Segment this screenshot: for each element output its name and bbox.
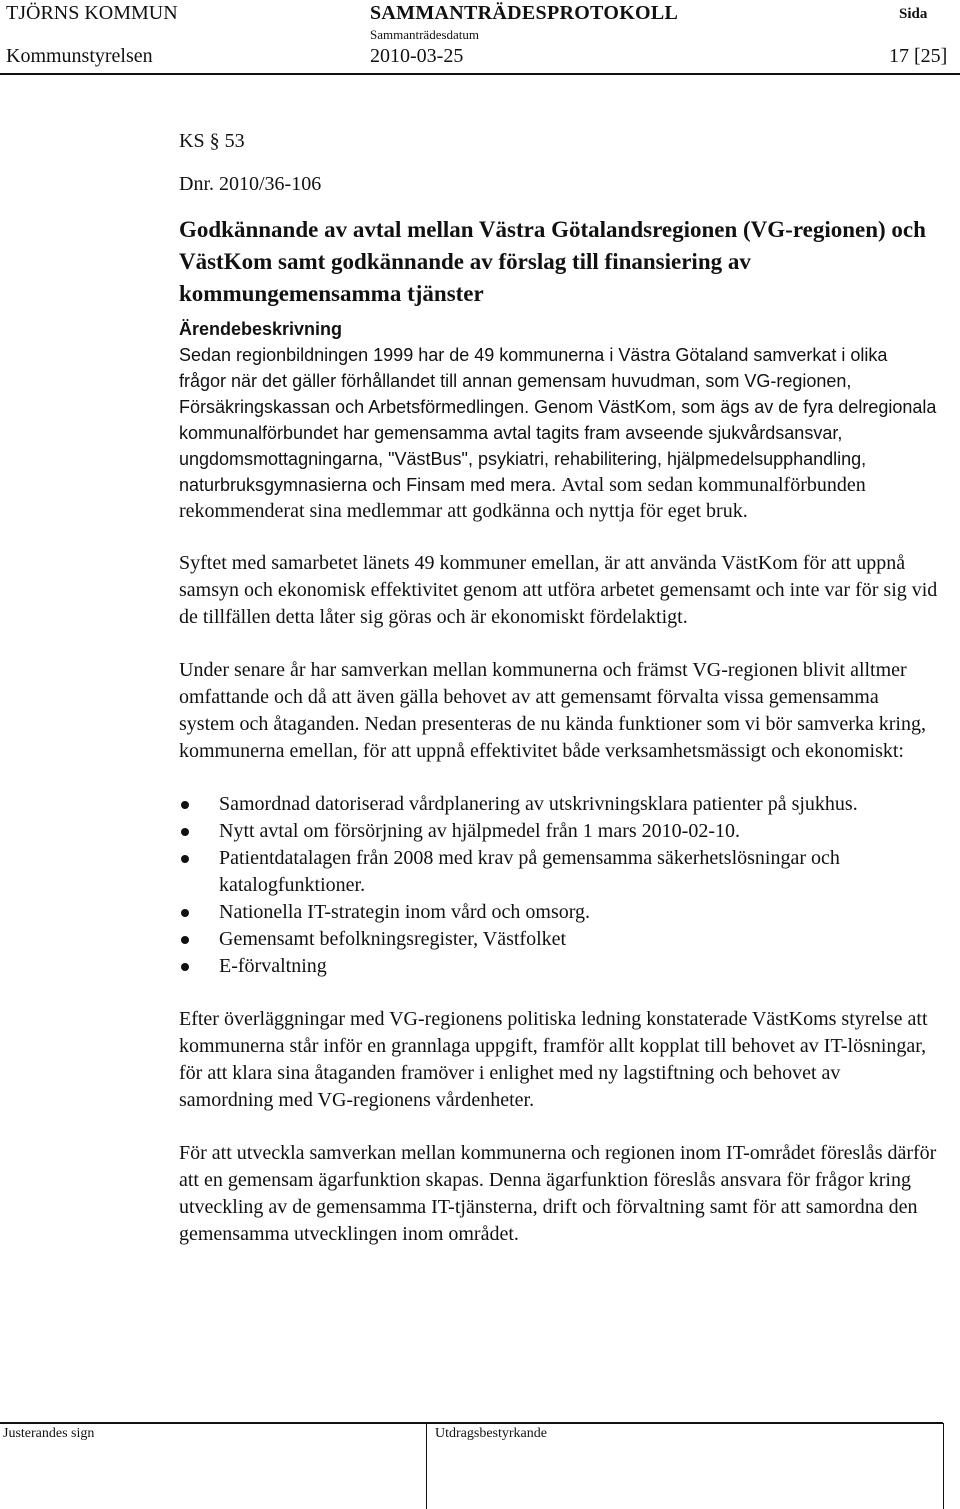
list-item (179, 791, 939, 818)
bullet-icon (181, 828, 189, 836)
list-item-text: Nationella IT-strategin inom vård och omsorg. (219, 901, 591, 923)
page-label: Sida (899, 6, 928, 22)
bullet-icon (181, 963, 189, 971)
list-item-text: Samordnad datoriserad vårdplanering av utskrivningsklara patienter på sjukhus. (219, 793, 858, 815)
ks-number: KS § 53 (179, 130, 245, 152)
list-item (179, 926, 939, 953)
bullet-icon (181, 855, 189, 863)
page-header (0, 0, 960, 72)
function-list (179, 791, 939, 980)
paragraph-conclusion: Efter överläggningar med VG-regionens politiska ledning konstaterade VästKoms styrelse att kommunerna står inför en grannlaga uppgift, framför allt kopplat till behovet av IT-lösningar, för att klara sina åtaganden framöver i enlighet med ny lagstiftning och behovet av samordning med VG-regionens vårdenheter. (179, 1008, 928, 1111)
protocol-title: SAMMANTRÄDESPROTOKOLL (370, 2, 679, 24)
page-number: 17 [25] (889, 45, 948, 67)
list-item (179, 953, 939, 980)
footer-signature-label: Justerandes sign (3, 1426, 95, 1441)
municipality-name: TJÖRNS KOMMUN (6, 2, 178, 24)
footer-right-border (943, 1423, 944, 1509)
footer-column-divider (426, 1423, 427, 1509)
list-item-text: Patientdatalagen från 2008 med krav på gemensamma säkerhetslösningar och katalogfunktioner. (219, 847, 840, 896)
footer-divider (0, 1422, 943, 1424)
diary-number: Dnr. 2010/36-106 (179, 173, 322, 195)
item-title: Godkännande av avtal mellan Västra Götalandsregionen (VG-regionen) och VästKom samt godkännande av förslag till finansiering av kommungemensamma tjänster (179, 217, 926, 306)
list-item-text: Gemensamt befolkningsregister, Västfolket (219, 928, 567, 950)
bullet-icon (181, 909, 189, 917)
date-label: Sammanträdesdatum (370, 27, 480, 42)
bullet-icon (181, 936, 189, 944)
meeting-date: 2010-03-25 (370, 45, 464, 67)
footer-certification-label: Utdragsbestyrkande (435, 1426, 547, 1441)
list-item (179, 818, 939, 845)
list-item (179, 899, 939, 926)
paragraph-background-serif: Avtal som sedan kommunalförbunden rekommenderat sina medlemmar att godkänna och nyttja för eget bruk. (179, 474, 866, 522)
list-item-text: E-förvaltning (219, 955, 327, 977)
bullet-icon (181, 801, 189, 809)
paragraph-purpose: Syftet med samarbetet länets 49 kommuner emellan, är att använda VästKom för att uppnå samsyn och ekonomisk effektivitet genom att utföra arbetet gemensamt och inte var för sig vid de tillfällen detta låter sig göras och är ekonomiskt fördelaktigt. (179, 552, 938, 628)
paragraph-cooperation: Under senare år har samverkan mellan kommunerna och främst VG-regionen blivit alltmer omfattande och då att även gälla behovet av att gemensamt förvalta vissa gemensamma system och åtaganden. Nedan presenteras de nu kända funktioner som vi bör samverka kring, kommunerna emellan, för att uppnå effektivitet både verksamhetsmässigt och ekonomiskt: (179, 659, 926, 762)
document-body (179, 128, 939, 1248)
section-heading: Ärendebeskrivning (179, 319, 343, 339)
list-item (179, 845, 939, 899)
paragraph-proposal: För att utveckla samverkan mellan kommunerna och regionen inom IT-området föreslås därför att en gemensam ägarfunktion skapas. Denna ägarfunktion föreslås ansvara för frågor kring utveckling av de gemensamma IT-tjänsterna, drift och förvaltning samt för att samordna den gemensamma utvecklingen inom området. (179, 1142, 937, 1245)
paragraph-background (179, 342, 939, 524)
board-name: Kommunstyrelsen (6, 45, 153, 67)
header-divider (0, 73, 960, 75)
paragraph-background-sans: Sedan regionbildningen 1999 har de 49 kommunerna i Västra Götaland samverkat i olika frågor när det gäller förhållandet till annan gemensam huvudman, som VG-regionen, Försäkringskassan och Arbetsförmedlingen. Genom VästKom, som ägs av de fyra delregionala kommunalförbundet har gemensamma avtal tagits fram avseende sjukvårdsansvar, ungdomsmottagningarna, "VästBus", psykiatri, rehabilitering, hjälpmedelsupphandling, naturbruksgymnasierna och Finsam med mera. (179, 345, 937, 495)
list-item-text: Nytt avtal om försörjning av hjälpmedel från 1 mars 2010-02-10. (219, 820, 740, 842)
